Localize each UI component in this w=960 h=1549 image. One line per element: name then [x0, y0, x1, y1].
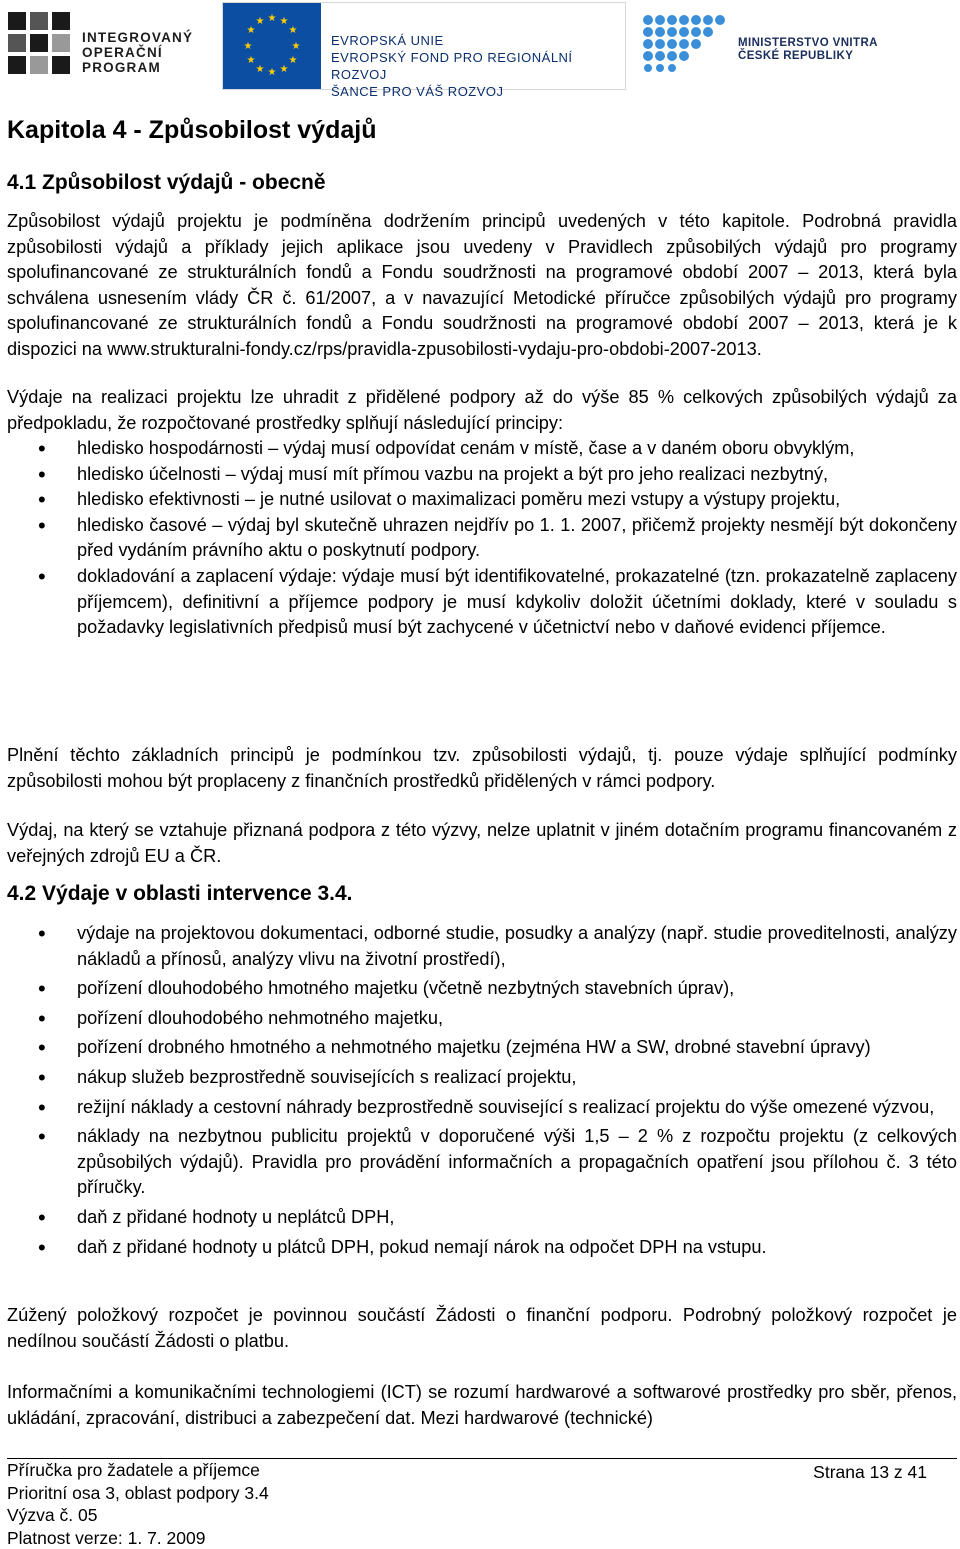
svg-text:★: ★	[256, 64, 265, 75]
list-item: • hledisko hospodárnosti – výdaj musí odpovídat cenám v místě, čase a v daném oboru obvyklým,	[7, 436, 957, 462]
page-number: Strana 13 z 41	[813, 1462, 927, 1483]
mv-dots-icon	[642, 14, 728, 72]
footer-line-3: Výzva č. 05	[7, 1504, 957, 1527]
para-principles-fulfilment: Plnění těchto základních principů je podmínkou tzv. způsobilosti výdajů, tj. pouze výdaje splňující podmínky způsobilosti mohou být proplaceny z finančních prostředků přidělených v rámci podpory.	[7, 743, 957, 794]
iop-logo-line-3: PROGRAM	[82, 60, 193, 75]
svg-text:★: ★	[292, 41, 301, 52]
iop-logo-line-2: OPERAČNÍ	[82, 45, 193, 60]
list-item: • daň z přidané hodnoty u neplátců DPH,	[7, 1205, 957, 1231]
list-item: • hledisko časové – výdaj byl skutečně uhrazen nejdřív po 1. 1. 2007, přičemž projekty nesmějí být dokončeny před vydáním právního aktu o poskytnutí podpory.	[7, 513, 957, 564]
iop-logo-line-1: INTEGROVANÝ	[82, 30, 193, 45]
section-4-1-title: 4.1 Způsobilost výdajů - obecně	[7, 169, 326, 197]
svg-text:★: ★	[289, 55, 298, 66]
iop-logo	[8, 12, 198, 84]
list-item: • pořízení dlouhodobého hmotného majetku (včetně nezbytných stavebních úprav),	[7, 976, 957, 1002]
eu-flag-icon	[223, 3, 321, 89]
list-item: • pořízení drobného hmotného a nehmotného majetku (zejména HW a SW, drobné stavební úpravy)	[7, 1035, 957, 1061]
svg-text:★: ★	[268, 13, 277, 24]
list-item: • dokladování a zaplacení výdaje: výdaje musí být identifikovatelné, prokazatelné (tzn. prokazatelně zaplaceny příjemcem), definitivní a příjemce podpory je musí kdykoliv doložit účetními doklady, které v souladu s požadavky legislativních předpisů musí být zachycené v účetnictví nebo v daňové evidenci příjemce.	[7, 564, 957, 641]
mv-logo	[642, 14, 892, 74]
svg-text:★: ★	[247, 55, 256, 66]
list-item: • hledisko účelnosti – výdaj musí mít přímou vazbu na projekt a být pro jeho realizaci nezbytný,	[7, 462, 957, 488]
section-4-1-intro: Způsobilost výdajů projektu je podmíněna dodržením principů uvedených v této kapitole. Podrobná pravidla způsobilosti výdajů a příklady jejich aplikace jsou uvedeny v Pravidlech způsobilých výdajů pro programy spolufinancované ze strukturálních fondů a Fondu soudržnosti na programové období 2007 – 2013, která byla schválena usnesením vlády ČR č. 61/2007, a v navazující Metodické příručce způsobilých výdajů pro programy spolufinancované ze strukturálních fondů a Fondu soudržnosti na programové období 2007 – 2013, která je k dispozici na www.strukturalni-fondy.cz/rps/pravidla-zpusobilosti-vydaju-pro-obdobi-2007-2013.	[7, 209, 957, 363]
svg-text:★: ★	[244, 41, 253, 52]
list-item: • nákup služeb bezprostředně souvisejících s realizací projektu,	[7, 1065, 957, 1091]
header-logos	[0, 0, 960, 92]
mv-logo-line-2: ČESKÉ REPUBLIKY	[738, 50, 878, 63]
eligible-expenses-list	[7, 921, 957, 1260]
footer-line-2: Prioritní osa 3, oblast podpory 3.4	[7, 1482, 957, 1505]
list-item: • náklady na nezbytnou publicitu projektů v doporučené výši 1,5 – 2 % z rozpočtu projektu (z celkových způsobilých výdajů). Pravidla pro provádění informačních a propagačních opatření jsou přílohou č. 3 této příručky.	[7, 1124, 957, 1201]
section-4-2-title: 4.2 Výdaje v oblasti intervence 3.4.	[7, 880, 353, 908]
list-item: • hledisko efektivnosti – je nutné usilovat o maximalizaci poměru mezi vstupy a výstupy projektu,	[7, 487, 957, 513]
eu-logo-line-2: EVROPSKÝ FOND PRO REGIONÁLNÍ ROZVOJ	[331, 49, 625, 83]
svg-text:★: ★	[280, 16, 289, 27]
list-item: • režijní náklady a cestovní náhrady bezprostředně související s realizací projektu do výše omezené výzvou,	[7, 1095, 957, 1121]
para-other-programme: Výdaj, na který se vztahuje přiznaná podpora z této výzvy, nelze uplatnit v jiném dotačním programu financovaném z veřejných zdrojů EU a ČR.	[7, 818, 957, 869]
svg-text:★: ★	[247, 25, 256, 36]
eu-logo-line-1: EVROPSKÁ UNIE	[331, 32, 625, 49]
svg-text:★: ★	[256, 16, 265, 27]
svg-text:★: ★	[289, 25, 298, 36]
eu-logo	[222, 2, 626, 90]
principles-intro: Výdaje na realizaci projektu lze uhradit z přidělené podpory až do výše 85 % celkových způsobilých výdajů za předpokladu, že rozpočtované prostředky splňují následující principy:	[7, 385, 957, 436]
list-item: • daň z přidané hodnoty u plátců DPH, pokud nemají nárok na odpočet DPH na vstupu.	[7, 1235, 957, 1261]
list-item: • pořízení dlouhodobého nehmotného majetku,	[7, 1006, 957, 1032]
svg-text:★: ★	[280, 64, 289, 75]
mv-logo-line-1: MINISTERSTVO VNITRA	[738, 37, 878, 50]
footer-line-1: Příručka pro žadatele a příjemce	[7, 1459, 957, 1482]
list-item: • výdaje na projektovou dokumentaci, odborné studie, posudky a analýzy (např. studie proveditelnosti, analýzy nákladů a přínosů, analýzy vlivu na životní prostředí),	[7, 921, 957, 972]
para-budget: Zúžený položkový rozpočet je povinnou součástí Žádosti o finanční podporu. Podrobný položkový rozpočet je nedílnou součástí Žádosti o platbu.	[7, 1303, 957, 1354]
principles-list	[7, 436, 957, 641]
para-ict: Informačními a komunikačními technologiemi (ICT) se rozumí hardwarové a softwarové prostředky pro sběr, přenos, ukládání, zpracování, distribuci a zabezpečení dat. Mezi hardwarové (technické)	[7, 1380, 957, 1431]
page-footer	[7, 1458, 957, 1549]
iop-mark-icon	[8, 12, 70, 78]
svg-text:★: ★	[268, 67, 277, 78]
footer-line-4: Platnost verze: 1. 7. 2009	[7, 1527, 957, 1549]
chapter-title: Kapitola 4 - Způsobilost výdajů	[7, 112, 376, 148]
eu-logo-line-3: ŠANCE PRO VÁŠ ROZVOJ	[331, 83, 625, 100]
